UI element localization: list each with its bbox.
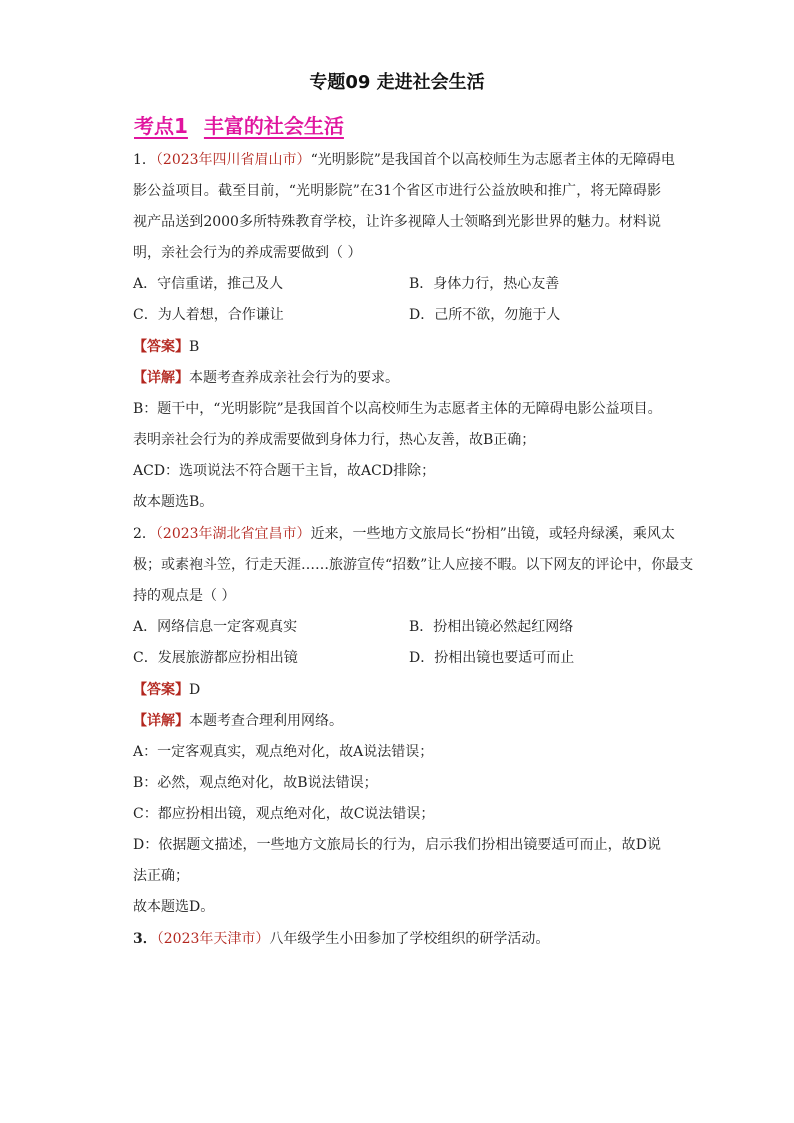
q1-detail-text: 本题考查养成亲社会行为的要求。: [189, 370, 399, 386]
q1-stem-line-1: [133, 150, 675, 170]
q1-source: （2023年四川省眉山市）: [155, 152, 311, 168]
q1-option-b: B．身体力行，热心友善: [409, 276, 560, 292]
q2-explanation-6: 故本题选D。: [133, 899, 215, 915]
document-title: 专题09 走进社会生活: [309, 72, 485, 93]
q2-number: 2．: [133, 526, 156, 542]
q1-stem-line-2: 影公益项目。截至目前，“光明影院”在31个省区市进行公益放映和推广，将无障碍影: [133, 183, 661, 199]
q2-answer-value: D: [189, 682, 201, 698]
q1-explanation-1: B：题干中，“光明影院”是我国首个以高校师生为志愿者主体的无障碍电影公益项目。: [133, 401, 662, 417]
q1-number: 1．: [133, 152, 156, 168]
q2-answer-label: 【答案】: [133, 682, 189, 698]
q2-option-c: C．发展旅游都应扮相出镜: [133, 650, 298, 666]
q1-option-c: C．为人着想，合作谦让: [133, 307, 284, 323]
q1-detail-label: 【详解】: [133, 370, 189, 386]
q2-option-b: B．扮相出镜必然起红网络: [409, 619, 574, 635]
q1-option-a: A．守信重诺，推己及人: [133, 276, 284, 292]
q1-explanation-2: 表明亲社会行为的养成需要做到身体力行，热心友善，故B正确；: [133, 432, 536, 448]
section-heading: [134, 110, 344, 139]
q1-answer-value: B: [189, 339, 200, 355]
q2-explanation-3: C：都应扮相出镜，观点绝对化，故C说法错误；: [133, 806, 435, 822]
q1-option-d: D．己所不欲，勿施于人: [409, 307, 561, 323]
q2-source: （2023年湖北省宜昌市）: [155, 526, 311, 542]
q2-text-1: 近来，一些地方文旅局长“扮相”出镜，或轻舟绿溪，乘风太: [310, 526, 675, 542]
q2-explanation-5: 法正确；: [133, 868, 189, 884]
q1-stem-line-4: 明，亲社会行为的养成需要做到（ ）: [133, 245, 362, 261]
q3-number: 3．: [133, 931, 157, 947]
q2-explanation-4: D：依据题文描述，一些地方文旅局长的行为，启示我们扮相出镜要适可而止，故D说: [133, 837, 661, 853]
q2-stem-line-2: 极；或素袍斗笠，行走天涯……旅游宣传“招数”让人应接不暇。以下网友的评论中，你最支: [133, 557, 694, 573]
q2-detail-label: 【详解】: [133, 713, 189, 729]
q2-option-d: D．扮相出镜也要适可而止: [409, 650, 575, 666]
q1-stem-line-3: 视产品送到2000多所特殊教育学校，让许多视障人士领略到光影世界的魅力。材料说: [133, 214, 661, 230]
section-label: 考点1: [134, 114, 188, 138]
q1-detail: [133, 368, 399, 388]
q2-answer: [133, 680, 200, 700]
q2-detail: [133, 711, 343, 731]
q2-stem-line-1: [133, 524, 675, 544]
q1-answer: [133, 337, 199, 357]
section-title: 丰富的社会生活: [203, 114, 344, 138]
q3-source: （2023年天津市）: [156, 931, 270, 947]
q1-explanation-4: 故本题选B。: [133, 494, 214, 510]
q1-text-1: “光明影院”是我国首个以高校师生为志愿者主体的无障碍电: [310, 152, 675, 168]
q2-detail-text: 本题考查合理利用网络。: [189, 713, 343, 729]
q2-option-a: A．网络信息一定客观真实: [133, 619, 298, 635]
q3-stem-line-1: [133, 929, 549, 949]
q2-explanation-1: A：一定客观真实，观点绝对化，故A说法错误；: [133, 744, 434, 760]
q1-answer-label: 【答案】: [133, 339, 189, 355]
q2-stem-line-3: 持的观点是（ ）: [133, 588, 236, 604]
q1-explanation-3: ACD：选项说法不符合题干主旨，故ACD排除；: [133, 463, 436, 479]
q2-explanation-2: B：必然，观点绝对化，故B说法错误；: [133, 775, 378, 791]
q3-text-1: 八年级学生小田参加了学校组织的研学活动。: [269, 931, 550, 947]
